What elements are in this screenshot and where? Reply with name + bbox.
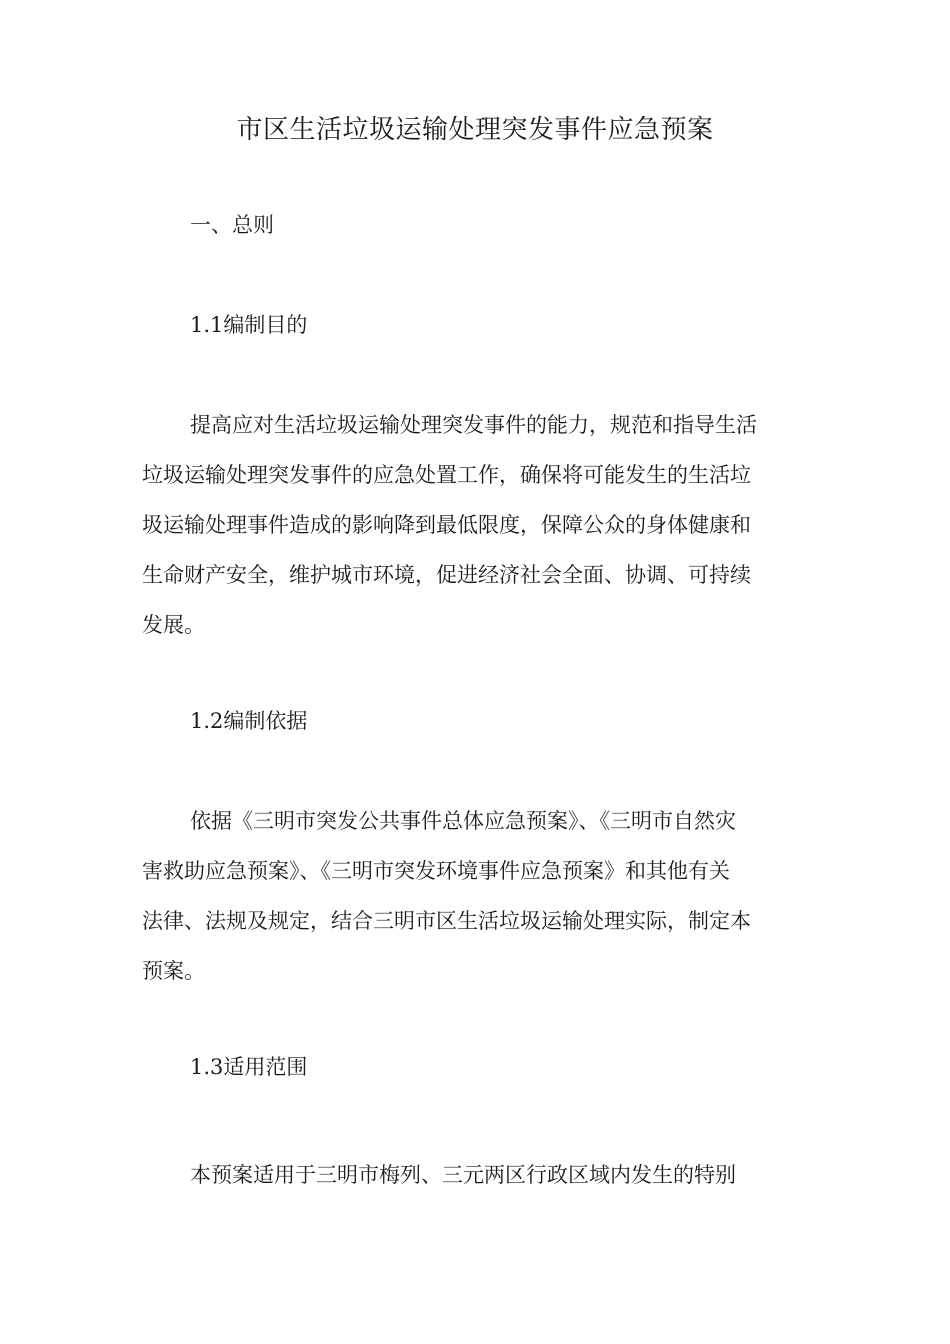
subsection-heading-basis: 1.2编制依据 (190, 709, 308, 733)
paragraph-line: 法律、法规及规定，结合三明市区生活垃圾运输处理实际，制定本 (142, 909, 751, 933)
paragraph-line: 依据《三明市突发公共事件总体应急预案》、《三明市自然灾 (190, 809, 736, 833)
paragraph-line: 圾运输处理事件造成的影响降到最低限度，保障公众的身体健康和 (142, 513, 751, 537)
paragraph-line: 垃圾运输处理突发事件的应急处置工作，确保将可能发生的生活垃 (142, 463, 751, 487)
subsection-heading-scope: 1.3适用范围 (190, 1055, 308, 1079)
paragraph-line: 预案。 (142, 959, 205, 983)
paragraph-line: 害救助应急预案》、《三明市突发环境事件应急预案》和其他有关 (142, 859, 730, 883)
document-title: 市区生活垃圾运输处理突发事件应急预案 (236, 115, 714, 145)
subsection-heading-purpose: 1.1编制目的 (190, 313, 308, 337)
section-heading-general: 一、总则 (190, 213, 274, 237)
paragraph-basis (142, 796, 802, 996)
paragraph-purpose (142, 400, 802, 650)
paragraph-line: 发展。 (142, 613, 205, 637)
paragraph-line: 提高应对生活垃圾运输处理突发事件的能力，规范和指导生活 (190, 413, 757, 437)
paragraph-scope (142, 1150, 802, 1200)
paragraph-line: 本预案适用于三明市梅列、三元两区行政区域内发生的特别 (190, 1163, 736, 1187)
paragraph-line: 生命财产安全，维护城市环境，促进经济社会全面、协调、可持续 (142, 563, 751, 587)
